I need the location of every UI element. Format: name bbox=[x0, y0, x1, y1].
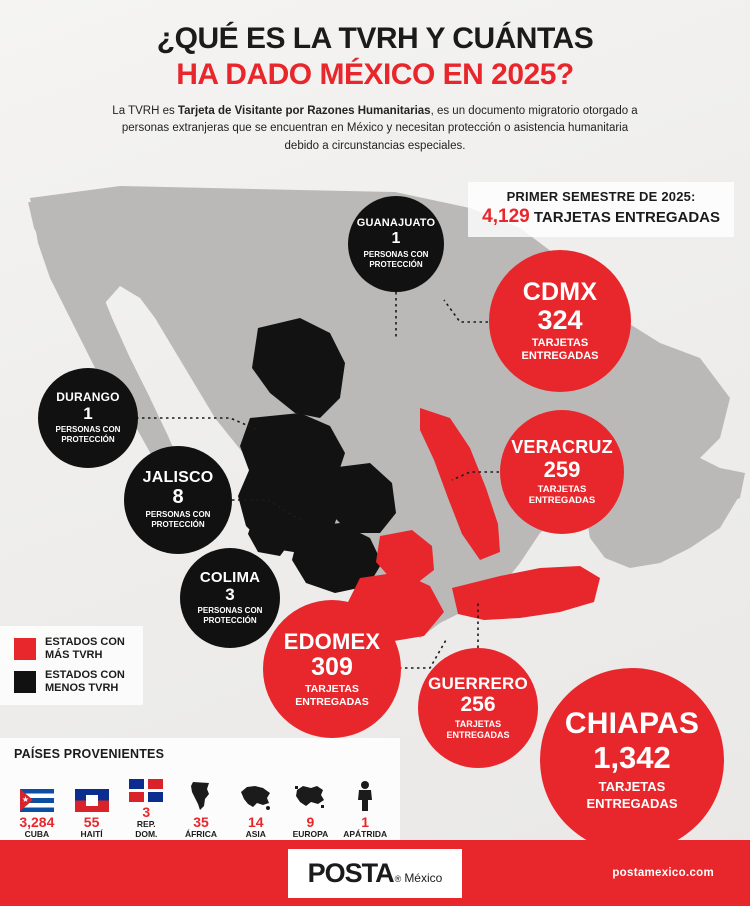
legend-label-less-2: MENOS TVRH bbox=[45, 681, 119, 694]
flag-dominican-republic-icon bbox=[123, 768, 169, 802]
bubble-cdmx-label-2: ENTREGADAS bbox=[521, 350, 599, 363]
subtitle-bold: Tarjeta de Visitante por Razones Humanitarias bbox=[177, 105, 431, 118]
countries-title: PAÍSES PROVENIENTES bbox=[14, 747, 165, 761]
semester-summary bbox=[468, 182, 734, 237]
country-item-dominican-republic bbox=[123, 768, 169, 839]
bubble-colima-state: COLIMA bbox=[199, 568, 261, 586]
semester-label: PRIMER SEMESTRE DE 2025: bbox=[506, 189, 696, 204]
country-cuba-name: CUBA bbox=[24, 828, 50, 839]
country-item-asia bbox=[233, 778, 279, 840]
country-item-cuba bbox=[14, 778, 60, 840]
page-title-line-1: ¿QUÉ ES LA TVRH Y CUÁNTAS bbox=[156, 22, 594, 55]
bubble-guerrero-label-1: TARJETAS bbox=[454, 719, 502, 730]
bubble-cdmx[interactable] bbox=[489, 250, 631, 392]
bubble-colima-label-2: PROTECCIÓN bbox=[203, 616, 257, 626]
bubble-guerrero-state: GUERRERO bbox=[428, 674, 528, 694]
country-haiti-value: 55 bbox=[83, 813, 100, 830]
country-haiti-name: HAITÍ bbox=[80, 828, 103, 839]
bubble-durango-label bbox=[56, 425, 121, 445]
country-asia-value: 14 bbox=[247, 813, 264, 830]
bubble-colima-value: 3 bbox=[225, 585, 235, 605]
legend-item-more bbox=[14, 636, 125, 661]
country-dom-value: 3 bbox=[142, 804, 151, 820]
country-dom-name bbox=[123, 820, 169, 839]
bubble-guerrero[interactable] bbox=[418, 648, 538, 768]
bubble-jalisco-label-2: PROTECCIÓN bbox=[151, 520, 205, 530]
flag-cuba-icon: ★ bbox=[14, 778, 60, 812]
bubble-durango[interactable] bbox=[38, 368, 138, 468]
bubble-guanajuato-state: GUANAJUATO bbox=[356, 217, 436, 230]
semester-total bbox=[482, 206, 720, 228]
bubble-colima-label-1: PERSONAS CON bbox=[197, 606, 263, 616]
bubble-durango-value: 1 bbox=[83, 403, 93, 423]
logo-main-text: POSTA bbox=[307, 857, 394, 888]
country-dom-name-2: DOM. bbox=[135, 828, 158, 839]
legend-label-less bbox=[45, 669, 125, 694]
europe-continent-icon bbox=[288, 778, 334, 812]
bubble-cdmx-label bbox=[521, 337, 598, 363]
bubble-guerrero-value: 256 bbox=[460, 693, 496, 717]
bubble-jalisco-value: 8 bbox=[172, 486, 184, 509]
country-africa-name: ÁFRICA bbox=[184, 828, 218, 839]
bubble-chiapas[interactable] bbox=[540, 668, 724, 852]
bubble-durango-label-2: PROTECCIÓN bbox=[61, 434, 115, 444]
country-item-haiti bbox=[69, 778, 115, 840]
legend bbox=[0, 626, 143, 705]
subtitle bbox=[105, 103, 645, 155]
bubble-colima-label bbox=[198, 606, 263, 626]
country-item-africa bbox=[178, 778, 224, 840]
countries-panel bbox=[0, 738, 400, 849]
logo-registered-icon: ® bbox=[394, 873, 402, 884]
bubble-chiapas-label-2: ENTREGADAS bbox=[586, 795, 678, 811]
posta-logo[interactable] bbox=[288, 849, 463, 898]
bubble-veracruz[interactable] bbox=[500, 410, 624, 534]
bubble-guanajuato-label-2: PROTECCIÓN bbox=[369, 259, 423, 269]
legend-swatch-red-icon bbox=[14, 638, 36, 660]
legend-label-more-2: MÁS TVRH bbox=[45, 648, 103, 661]
bubble-veracruz-value: 259 bbox=[543, 456, 581, 482]
bubble-colima[interactable] bbox=[180, 548, 280, 648]
legend-label-more-1: ESTADOS CON bbox=[45, 636, 125, 648]
bubble-edomex[interactable] bbox=[263, 600, 401, 738]
legend-swatch-black-icon bbox=[14, 671, 36, 693]
bubble-chiapas-value: 1,342 bbox=[593, 739, 671, 775]
bubble-guanajuato-label bbox=[364, 250, 429, 270]
page-title-line-2: HA DADO MÉXICO EN 2025? bbox=[176, 57, 574, 91]
semester-total-label: TARJETAS ENTREGADAS bbox=[533, 209, 720, 226]
bubble-durango-state: DURANGO bbox=[56, 390, 120, 405]
bubble-veracruz-label-2: ENTREGADAS bbox=[528, 494, 596, 506]
bubble-cdmx-state: CDMX bbox=[522, 277, 598, 306]
country-item-europe bbox=[288, 778, 334, 840]
country-cuba-value: 3,284 bbox=[19, 813, 55, 830]
africa-continent-icon bbox=[178, 778, 224, 812]
bubble-jalisco-state: JALISCO bbox=[142, 468, 214, 486]
person-icon bbox=[342, 778, 388, 812]
bubble-guanajuato-value: 1 bbox=[391, 229, 401, 247]
country-asia-name: ASIA bbox=[245, 828, 266, 839]
bubble-veracruz-state: VERACRUZ bbox=[511, 436, 613, 457]
country-dom-name-1: REP. bbox=[136, 819, 156, 829]
flag-haiti-icon bbox=[69, 778, 115, 812]
country-africa-value: 35 bbox=[193, 813, 209, 830]
bubble-chiapas-label bbox=[586, 779, 677, 812]
logo-subtitle: México bbox=[404, 870, 443, 885]
country-europe-name: EUROPA bbox=[292, 828, 329, 839]
bubble-edomex-label bbox=[295, 683, 369, 708]
subtitle-lead: La TVRH es bbox=[112, 105, 178, 118]
bubble-jalisco-label bbox=[146, 510, 211, 530]
subtitle-rest: , es un documento migratorio otorgado a personas extranjeras que se encuentran en México y necesitan protección o asistencia humanitaria debido a circunstancias especiales. bbox=[121, 105, 638, 152]
bubble-guerrero-label bbox=[446, 719, 509, 741]
bubble-edomex-value: 309 bbox=[311, 652, 353, 681]
semester-total-number: 4,129 bbox=[482, 206, 530, 227]
legend-label-less-1: ESTADOS CON bbox=[45, 669, 125, 682]
footer bbox=[0, 840, 750, 906]
bubble-guanajuato[interactable] bbox=[348, 196, 444, 292]
asia-continent-icon bbox=[233, 778, 279, 812]
bubble-guanajuato-label-1: PERSONAS CON bbox=[363, 249, 429, 259]
bubble-jalisco-label-1: PERSONAS CON bbox=[145, 510, 211, 520]
country-apatrida-name: APÁTRIDA bbox=[343, 828, 388, 839]
legend-label-more bbox=[45, 636, 125, 661]
header bbox=[0, 0, 750, 155]
bubble-cdmx-value: 324 bbox=[537, 304, 583, 335]
bubble-cdmx-label-1: TARJETAS bbox=[531, 337, 589, 350]
website-link[interactable]: postamexico.com bbox=[612, 867, 714, 879]
bubble-edomex-label-1: TARJETAS bbox=[305, 683, 359, 696]
bubble-chiapas-label-1: TARJETAS bbox=[598, 779, 666, 795]
bubble-jalisco[interactable] bbox=[124, 446, 232, 554]
bubble-edomex-label-2: ENTREGADAS bbox=[295, 695, 369, 708]
bubble-durango-label-1: PERSONAS CON bbox=[55, 424, 121, 434]
country-europe-value: 9 bbox=[306, 813, 315, 830]
bubble-veracruz-label bbox=[529, 484, 596, 507]
bubble-edomex-state: EDOMEX bbox=[283, 628, 381, 654]
country-apatrida-value: 1 bbox=[361, 813, 370, 830]
country-item-apatrida bbox=[342, 778, 388, 840]
bubble-veracruz-label-1: TARJETAS bbox=[537, 483, 587, 495]
legend-item-less bbox=[14, 669, 125, 694]
bubble-guerrero-label-2: ENTREGADAS bbox=[446, 729, 510, 740]
bubble-chiapas-state: CHIAPAS bbox=[564, 707, 700, 741]
countries-grid bbox=[14, 768, 388, 839]
